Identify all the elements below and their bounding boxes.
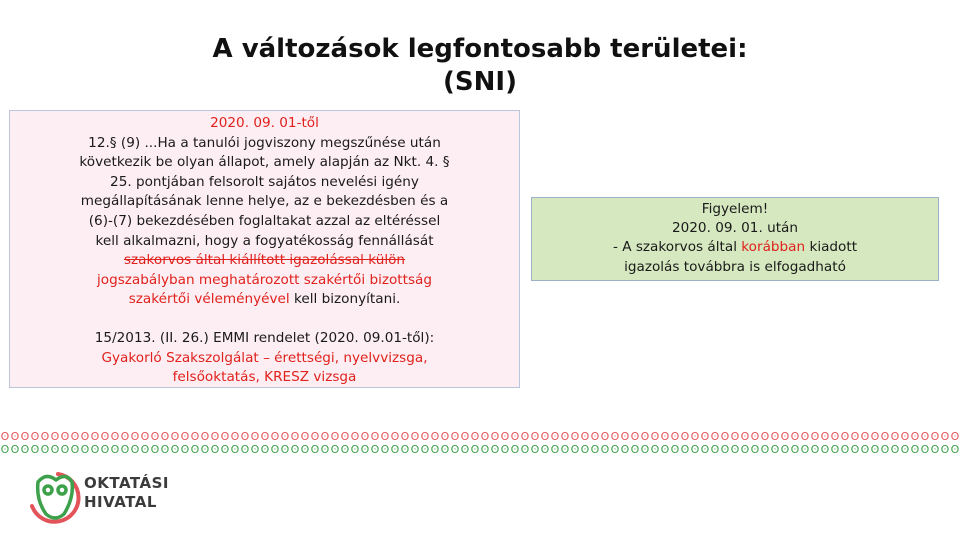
- border-glyph-icon: ʘ: [580, 443, 590, 456]
- law-line-1: 12.§ (9) ...Ha a tanulói jogviszony megszűnése után: [88, 134, 441, 151]
- border-glyph-icon: ʘ: [270, 443, 280, 456]
- notice-heading: Figyelem!: [701, 201, 769, 217]
- border-glyph-icon: ʘ: [770, 443, 780, 456]
- border-glyph-icon: ʘ: [60, 443, 70, 456]
- border-glyph-icon: ʘ: [750, 443, 760, 456]
- border-glyph-icon: ʘ: [630, 430, 640, 443]
- border-glyph-icon: ʘ: [830, 443, 840, 456]
- border-glyph-icon: ʘ: [500, 430, 510, 443]
- border-glyph-icon: ʘ: [760, 430, 770, 443]
- border-glyph-icon: ʘ: [740, 430, 750, 443]
- border-glyph-icon: ʘ: [330, 443, 340, 456]
- border-glyph-icon: ʘ: [520, 443, 530, 456]
- border-glyph-icon: ʘ: [800, 443, 810, 456]
- border-glyph-icon: ʘ: [920, 443, 930, 456]
- border-glyph-icon: ʘ: [440, 443, 450, 456]
- border-glyph-icon: ʘ: [190, 430, 200, 443]
- border-glyph-icon: ʘ: [30, 443, 40, 456]
- border-glyph-icon: ʘ: [460, 430, 470, 443]
- border-glyph-icon: ʘ: [50, 430, 60, 443]
- border-glyph-icon: ʘ: [930, 430, 940, 443]
- border-glyph-icon: ʘ: [650, 430, 660, 443]
- border-glyph-icon: ʘ: [110, 430, 120, 443]
- border-glyph-icon: ʘ: [630, 443, 640, 456]
- border-glyph-icon: ʘ: [810, 430, 820, 443]
- border-glyph-icon: ʘ: [340, 430, 350, 443]
- border-glyph-icon: ʘ: [950, 430, 960, 443]
- title-line-1: A változások legfontosabb területei:: [212, 34, 748, 64]
- border-glyph-icon: ʘ: [610, 430, 620, 443]
- law-text-box: [9, 110, 520, 388]
- border-glyph-icon: ʘ: [190, 443, 200, 456]
- border-glyph-icon: ʘ: [660, 430, 670, 443]
- border-glyph-icon: ʘ: [0, 430, 10, 443]
- border-glyph-icon: ʘ: [720, 430, 730, 443]
- border-glyph-icon: ʘ: [460, 443, 470, 456]
- border-glyph-icon: ʘ: [800, 430, 810, 443]
- border-glyph-icon: ʘ: [570, 443, 580, 456]
- border-glyph-icon: ʘ: [250, 443, 260, 456]
- border-glyph-icon: ʘ: [130, 443, 140, 456]
- border-glyph-icon: ʘ: [710, 430, 720, 443]
- border-glyph-icon: ʘ: [780, 430, 790, 443]
- border-glyph-icon: ʘ: [600, 443, 610, 456]
- border-glyph-icon: ʘ: [250, 430, 260, 443]
- border-glyph-icon: ʘ: [120, 443, 130, 456]
- border-glyph-icon: ʘ: [40, 443, 50, 456]
- border-glyph-icon: ʘ: [300, 443, 310, 456]
- border-glyph-icon: ʘ: [830, 430, 840, 443]
- border-glyph-icon: ʘ: [820, 443, 830, 456]
- border-glyph-icon: ʘ: [90, 430, 100, 443]
- border-glyph-icon: ʘ: [370, 443, 380, 456]
- border-glyph-icon: ʘ: [280, 443, 290, 456]
- border-glyph-icon: ʘ: [870, 430, 880, 443]
- border-glyph-icon: ʘ: [490, 430, 500, 443]
- border-glyph-icon: ʘ: [360, 443, 370, 456]
- border-glyph-icon: ʘ: [750, 430, 760, 443]
- border-glyph-icon: ʘ: [480, 430, 490, 443]
- border-glyph-icon: ʘ: [910, 443, 920, 456]
- border-glyph-icon: ʘ: [850, 443, 860, 456]
- law-line-9-tail: kell bizonyítani.: [289, 291, 401, 308]
- law-line-9: [10, 290, 519, 310]
- border-glyph-icon: ʘ: [170, 430, 180, 443]
- border-glyph-icon: ʘ: [20, 443, 30, 456]
- border-glyph-icon: ʘ: [730, 443, 740, 456]
- border-glyph-icon: ʘ: [700, 430, 710, 443]
- border-glyph-icon: ʘ: [180, 443, 190, 456]
- border-glyph-icon: ʘ: [810, 443, 820, 456]
- border-glyph-icon: ʘ: [390, 430, 400, 443]
- title-line-2: (SNI): [443, 67, 517, 97]
- border-glyph-icon: ʘ: [470, 443, 480, 456]
- border-glyph-icon: ʘ: [90, 443, 100, 456]
- border-glyph-icon: ʘ: [680, 443, 690, 456]
- border-glyph-icon: ʘ: [120, 430, 130, 443]
- border-glyph-icon: ʘ: [520, 430, 530, 443]
- law-line-4: megállapításának lenne helye, az e bekezdésben és a: [80, 193, 449, 210]
- border-glyph-icon: ʘ: [320, 430, 330, 443]
- border-glyph-icon: ʘ: [150, 443, 160, 456]
- border-glyph-icon: ʘ: [60, 430, 70, 443]
- border-glyph-icon: ʘ: [840, 443, 850, 456]
- border-glyph-icon: ʘ: [710, 443, 720, 456]
- border-glyph-icon: ʘ: [690, 443, 700, 456]
- border-glyph-icon: ʘ: [160, 430, 170, 443]
- border-glyph-icon: ʘ: [600, 430, 610, 443]
- border-glyph-icon: ʘ: [380, 443, 390, 456]
- border-glyph-icon: ʘ: [590, 443, 600, 456]
- border-glyph-icon: ʘ: [430, 430, 440, 443]
- border-glyph-icon: ʘ: [330, 430, 340, 443]
- border-glyph-icon: ʘ: [100, 430, 110, 443]
- border-glyph-icon: ʘ: [510, 443, 520, 456]
- notice-line-3: [532, 238, 938, 257]
- decorative-border-green: [0, 443, 960, 456]
- logo-line-2: HIVATAL: [84, 493, 157, 511]
- border-glyph-icon: ʘ: [530, 443, 540, 456]
- law-line-5: (6)-(7) bekezdésében foglaltakat azzal az eltéréssel: [88, 212, 441, 229]
- law-line-9-red: szakértői véleményével: [128, 291, 290, 308]
- logo-line-1: OKTATÁSI: [84, 474, 169, 492]
- border-glyph-icon: ʘ: [580, 430, 590, 443]
- border-glyph-icon: ʘ: [10, 430, 20, 443]
- notice-line-3-pre: - A szakorvos által: [612, 239, 742, 256]
- border-glyph-icon: ʘ: [890, 430, 900, 443]
- border-glyph-icon: ʘ: [220, 430, 230, 443]
- law-line-6: kell alkalmazni, hogy a fogyatékosság fennállását: [95, 232, 434, 249]
- border-glyph-icon: ʘ: [50, 443, 60, 456]
- border-glyph-icon: ʘ: [280, 430, 290, 443]
- border-glyph-icon: ʘ: [0, 443, 10, 456]
- border-glyph-icon: ʘ: [860, 443, 870, 456]
- border-glyph-icon: ʘ: [900, 443, 910, 456]
- border-glyph-icon: ʘ: [180, 430, 190, 443]
- border-glyph-icon: ʘ: [850, 430, 860, 443]
- notice-line-4: igazolás továbbra is elfogadható: [624, 258, 846, 275]
- border-glyph-icon: ʘ: [620, 443, 630, 456]
- border-glyph-icon: ʘ: [220, 443, 230, 456]
- border-glyph-icon: ʘ: [430, 443, 440, 456]
- border-glyph-icon: ʘ: [350, 430, 360, 443]
- border-glyph-icon: ʘ: [70, 443, 80, 456]
- border-glyph-icon: ʘ: [770, 430, 780, 443]
- regulation-red-line-2: felsőoktatás, KRESZ vizsga: [172, 369, 357, 386]
- regulation-line: 15/2013. (II. 26.) EMMI rendelet (2020. 09.01-től):: [94, 329, 435, 346]
- border-glyph-icon: ʘ: [320, 443, 330, 456]
- border-glyph-icon: ʘ: [410, 443, 420, 456]
- border-glyph-icon: ʘ: [160, 443, 170, 456]
- border-glyph-icon: ʘ: [590, 430, 600, 443]
- decorative-border-red: [0, 430, 960, 443]
- notice-box: [531, 197, 939, 281]
- border-glyph-icon: ʘ: [100, 443, 110, 456]
- border-glyph-icon: ʘ: [210, 443, 220, 456]
- border-glyph-icon: ʘ: [480, 443, 490, 456]
- border-glyph-icon: ʘ: [870, 443, 880, 456]
- border-glyph-icon: ʘ: [110, 443, 120, 456]
- border-glyph-icon: ʘ: [140, 430, 150, 443]
- border-glyph-icon: ʘ: [260, 443, 270, 456]
- border-glyph-icon: ʘ: [150, 430, 160, 443]
- border-glyph-icon: ʘ: [210, 430, 220, 443]
- border-glyph-icon: ʘ: [550, 430, 560, 443]
- border-glyph-icon: ʘ: [400, 430, 410, 443]
- border-glyph-icon: ʘ: [380, 430, 390, 443]
- border-glyph-icon: ʘ: [540, 430, 550, 443]
- border-glyph-icon: ʘ: [440, 430, 450, 443]
- border-glyph-icon: ʘ: [80, 430, 90, 443]
- border-glyph-icon: ʘ: [860, 430, 870, 443]
- border-glyph-icon: ʘ: [360, 430, 370, 443]
- border-glyph-icon: ʘ: [790, 443, 800, 456]
- border-glyph-icon: ʘ: [130, 430, 140, 443]
- border-glyph-icon: ʘ: [790, 430, 800, 443]
- regulation-red-line-1: Gyakorló Szakszolgálat – érettségi, nyelvvizsga,: [101, 349, 428, 366]
- border-glyph-icon: ʘ: [660, 443, 670, 456]
- law-line-2: következik be olyan állapot, amely alapján az Nkt. 4. §: [79, 154, 450, 171]
- border-glyph-icon: ʘ: [400, 443, 410, 456]
- border-glyph-icon: ʘ: [350, 443, 360, 456]
- border-glyph-icon: ʘ: [420, 430, 430, 443]
- border-glyph-icon: ʘ: [290, 430, 300, 443]
- notice-line-3-red: korábban: [741, 239, 806, 256]
- border-glyph-icon: ʘ: [720, 443, 730, 456]
- border-glyph-icon: ʘ: [940, 430, 950, 443]
- border-glyph-icon: ʘ: [370, 430, 380, 443]
- border-glyph-icon: ʘ: [840, 430, 850, 443]
- owl-icon: [38, 476, 73, 518]
- border-glyph-icon: ʘ: [410, 430, 420, 443]
- border-glyph-icon: ʘ: [880, 443, 890, 456]
- border-glyph-icon: ʘ: [670, 430, 680, 443]
- border-glyph-icon: ʘ: [540, 443, 550, 456]
- border-glyph-icon: ʘ: [230, 430, 240, 443]
- border-glyph-icon: ʘ: [170, 443, 180, 456]
- border-glyph-icon: ʘ: [260, 430, 270, 443]
- border-glyph-icon: ʘ: [340, 443, 350, 456]
- border-glyph-icon: ʘ: [490, 443, 500, 456]
- border-glyph-icon: ʘ: [610, 443, 620, 456]
- border-glyph-icon: ʘ: [760, 443, 770, 456]
- border-glyph-icon: ʘ: [530, 430, 540, 443]
- border-glyph-icon: ʘ: [910, 430, 920, 443]
- law-line-8: jogszabályban meghatározott szakértői bizottság: [96, 271, 433, 288]
- border-glyph-icon: ʘ: [640, 430, 650, 443]
- border-glyph-icon: ʘ: [230, 443, 240, 456]
- border-glyph-icon: ʘ: [40, 430, 50, 443]
- border-glyph-icon: ʘ: [700, 443, 710, 456]
- border-glyph-icon: ʘ: [640, 443, 650, 456]
- border-glyph-icon: ʘ: [240, 430, 250, 443]
- border-glyph-icon: ʘ: [560, 443, 570, 456]
- border-glyph-icon: ʘ: [310, 430, 320, 443]
- border-glyph-icon: ʘ: [200, 443, 210, 456]
- border-glyph-icon: ʘ: [420, 443, 430, 456]
- border-glyph-icon: ʘ: [240, 443, 250, 456]
- border-glyph-icon: ʘ: [560, 430, 570, 443]
- border-glyph-icon: ʘ: [650, 443, 660, 456]
- border-glyph-icon: ʘ: [390, 443, 400, 456]
- border-glyph-icon: ʘ: [20, 430, 30, 443]
- notice-line-3-post: kiadott: [805, 239, 858, 256]
- law-struck-line: szakorvos által kiállított igazolással külön: [123, 252, 406, 269]
- border-glyph-icon: ʘ: [920, 430, 930, 443]
- border-glyph-icon: ʘ: [950, 443, 960, 456]
- border-glyph-icon: ʘ: [890, 443, 900, 456]
- border-glyph-icon: ʘ: [470, 430, 480, 443]
- border-glyph-icon: ʘ: [200, 430, 210, 443]
- border-glyph-icon: ʘ: [450, 443, 460, 456]
- page-title: [120, 33, 840, 99]
- law-date: 2020. 09. 01-től: [210, 115, 319, 131]
- border-glyph-icon: ʘ: [900, 430, 910, 443]
- border-glyph-icon: ʘ: [550, 443, 560, 456]
- border-glyph-icon: ʘ: [10, 443, 20, 456]
- border-glyph-icon: ʘ: [570, 430, 580, 443]
- border-glyph-icon: ʘ: [680, 430, 690, 443]
- border-glyph-icon: ʘ: [30, 430, 40, 443]
- notice-date: 2020. 09. 01. után: [671, 220, 798, 237]
- border-glyph-icon: ʘ: [740, 443, 750, 456]
- border-glyph-icon: ʘ: [500, 443, 510, 456]
- border-glyph-icon: ʘ: [620, 430, 630, 443]
- border-glyph-icon: ʘ: [270, 430, 280, 443]
- logo-text: [84, 474, 169, 512]
- border-glyph-icon: ʘ: [300, 430, 310, 443]
- border-glyph-icon: ʘ: [510, 430, 520, 443]
- law-line-3: 25. pontjában felsorolt sajátos nevelési igény: [110, 173, 419, 190]
- border-glyph-icon: ʘ: [140, 443, 150, 456]
- border-glyph-icon: ʘ: [80, 443, 90, 456]
- border-glyph-icon: ʘ: [820, 430, 830, 443]
- border-glyph-icon: ʘ: [880, 430, 890, 443]
- border-glyph-icon: ʘ: [690, 430, 700, 443]
- border-glyph-icon: ʘ: [730, 430, 740, 443]
- border-glyph-icon: ʘ: [310, 443, 320, 456]
- border-glyph-icon: ʘ: [290, 443, 300, 456]
- border-glyph-icon: ʘ: [940, 443, 950, 456]
- border-glyph-icon: ʘ: [670, 443, 680, 456]
- border-glyph-icon: ʘ: [780, 443, 790, 456]
- border-glyph-icon: ʘ: [930, 443, 940, 456]
- border-glyph-icon: ʘ: [450, 430, 460, 443]
- border-glyph-icon: ʘ: [70, 430, 80, 443]
